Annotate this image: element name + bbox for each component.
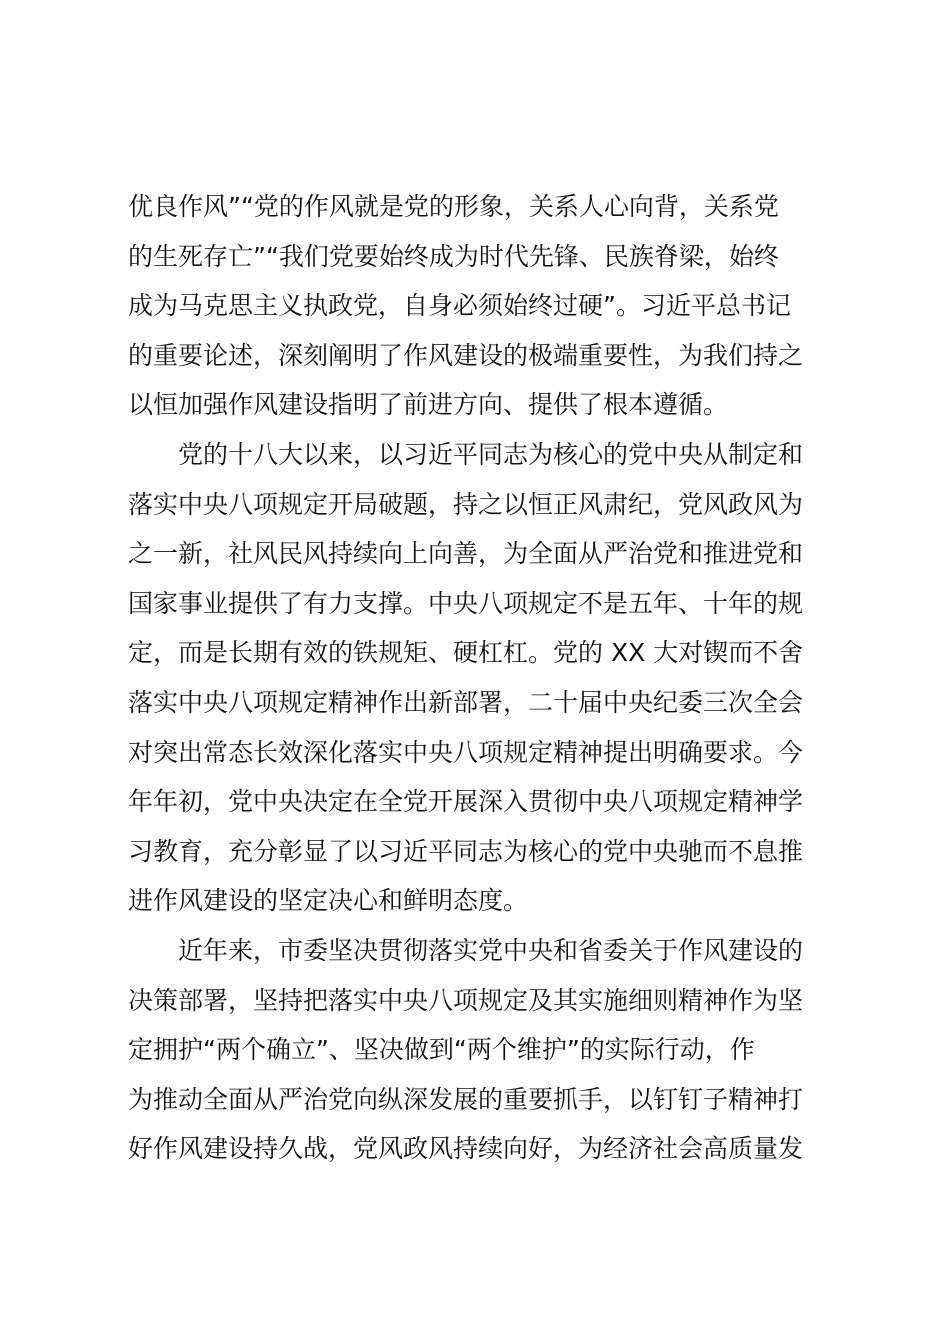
text-line: 优良作风”“党的作风就是党的形象，关系人心向背，关系党 bbox=[128, 192, 779, 221]
text-line: 落实中央八项规定精神作出新部署，二十届中央纪委三次全会 bbox=[128, 687, 804, 717]
text-line: 的重要论述，深刻阐明了作风建设的极端重要性，为我们持之 bbox=[128, 340, 804, 370]
text-line: 进作风建设的坚定决心和鲜明态度。 bbox=[128, 886, 529, 916]
text-line: 好作风建设持久战，党风政风持续向好，为经济社会高质量发 bbox=[128, 1134, 804, 1164]
text-line: 以恒加强作风建设指明了前进方向、提供了根本遵循。 bbox=[128, 390, 729, 420]
text-line: 定拥护“两个确立”、坚决做到“两个维护”的实际行动，作 bbox=[128, 1035, 755, 1065]
text-line: 成为马克思主义执政党，自身必须始终过硬”。习近平总书记 bbox=[128, 291, 791, 321]
text-line: 国家事业提供了有力支撑。中央八项规定不是五年、十年的规 bbox=[128, 588, 804, 618]
text-line: 的生死存亡”“我们党要始终成为时代先锋、民族脊梁，始终 bbox=[128, 241, 779, 271]
paragraph-start-line: 近年来，市委坚决贯彻落实党中央和省委关于作风建设的 bbox=[178, 935, 804, 965]
text-line: 之一新，社风民风持续向上向善，为全面从严治党和推进党和 bbox=[128, 539, 804, 569]
text-line: 决策部署，坚持把落实中央八项规定及其实施细则精神作为坚 bbox=[128, 985, 804, 1015]
text-line: 年年初，党中央决定在全党开展深入贯彻中央八项规定精神学 bbox=[128, 787, 804, 817]
text-line: 落实中央八项规定开局破题，持之以恒正风肃纪，党风政风为 bbox=[128, 489, 804, 519]
text-line: 习教育，充分彰显了以习近平同志为核心的党中央驰而不息推 bbox=[128, 836, 804, 866]
paragraph-start-line: 党的十八大以来，以习近平同志为核心的党中央从制定和 bbox=[178, 439, 804, 469]
text-line: 为推动全面从严治党向纵深发展的重要抓手，以钉钉子精神打 bbox=[128, 1084, 804, 1114]
text-line: 定，而是长期有效的铁规矩、硬杠杠。党的 XX 大对锲而不舍 bbox=[128, 638, 804, 668]
text-line: 对突出常态长效深化落实中央八项规定精神提出明确要求。今 bbox=[128, 737, 804, 767]
body-text bbox=[128, 182, 838, 1174]
